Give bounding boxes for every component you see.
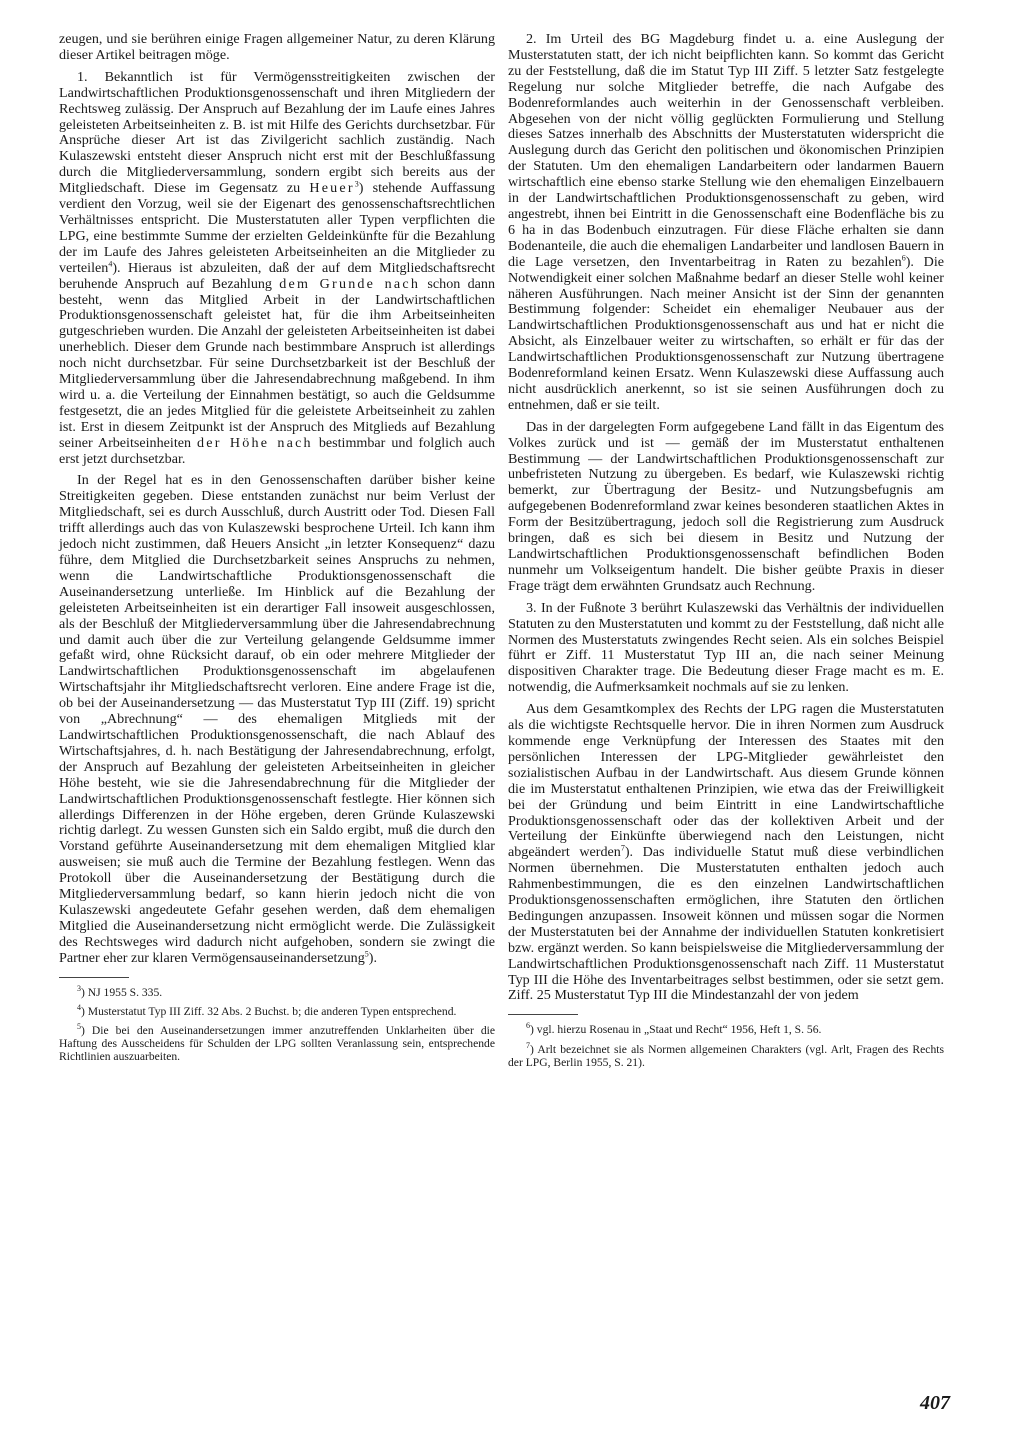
paragraph: In der Regel hat es in den Genossenschaften darüber bisher keine Streitigkeiten gegeben. Diese entstanden zunächst nur beim Verlust der Mitgliedschaft, sei es durch Ausschluß, durch Austritt oder Tod. Diesen Fall trifft allerdings auch das von Kulaszewski besprochene Urteil. Ich kann ihm jedoch nicht zustimmen, daß Heuers Ansicht „in letzter Konsequenz“ dazu führe, dem Mitglied die Durchsetzbarkeit seines Anspruchs zu nehmen, wenn die Landwirtschaftliche Produktionsgenossenschaft die Auseinandersetzung unterließe. Im Hinblick auf die Bezahlung der geleisteten Arbeitseinheiten ist ein derartiger Fall insoweit ausgeschlossen, als der Beschluß der Mitgliederversammlung über die Jahresendabrechnung und damit auch über die zur Verteilung gelangende Geldsumme immer gefaßt wird, ohne Rücksicht darauf, ob ein oder mehrere Mitglieder der Landwirtschaftlichen Produktionsgenossenschaft im abgelaufenen Wirtschaftsjahr ihr Mitgliedschaftsrecht verloren. Eine andere Frage ist die, ob bei der Auseinandersetzung — das Musterstatut Typ III (Ziff. 19) spricht von „Abrechnung“ — des ehemaligen Mitglieds mit der Landwirtschaftlichen Produktionsgenossenschaft, die nach Ablauf des Wirtschaftsjahres, d. h. nach Bestätigung der Jahresendabrechnung, erfolgt, der Anspruch auf Bezahlung der geleisteten Arbeitseinheiten in gleicher Höhe besteht, wie sie die Jahresendabrechnung für die Mitglieder der Landwirtschaftlichen Produktionsgenossenschaft festlegte. Hier können sich allerdings Differenzen in der Höhe ergeben, deren Gründe Kulaszewski richtig darlegt. Zu wessen Gunsten sich ein Saldo ergibt, muß die durch den Vorstand geführte Auseinandersetzung mit dem ehemaligen Mitglied klar ausweisen; sie muß auch die Termine der Bezahlung festlegen. Wenn das Protokoll über die Auseinandersetzung der Bestätigung durch die Mitgliederversammlung bedarf, so kann hierin jedoch nicht die von Kulaszewski angedeutete Gefahr gesehen werden, daß dem ehemaligen Mitglied die Auseinandersetzung nicht ermöglicht werde. Die Zulässigkeit des Rechtsweges wird dadurch nicht aufgehoben, sondern sie zwingt die Partner eher zur klaren Vermögensauseinandersetzung$^5$).: [59, 472, 495, 966]
paragraph: 2. Im Urteil des BG Magdeburg findet u. a. eine Auslegung der Musterstatuten statt, der ich nicht beipflichten kann. So kommt das Gericht zu der Feststellung, daß die im Statut Typ III Ziff. 5 letzter Satz festgelegte Regelung nur solche Mitglieder betreffe, die nach Aufgabe des Bodenreformlandes auch weiterhin in der Genossenschaft verbleiben. Abgesehen von der nicht völlig geglückten Formulierung und Stellung dieses Satzes innerhalb des Abschnitts der Musterstatuten widerspricht die Auslegung durch das Gericht den politischen und ökonomischen Prinzipien der Statuten. Um den ehemaligen Landarbeitern oder landarmen Bauern wirtschaftlich eine ebenso starke Stellung wie den ehemaligen Einzelbauern in der Landwirtschaftlichen Produktionsgenossenschaft zu geben, wird angestrebt, ihnen bei Eintritt in die Genossenschaft eine Bodenfläche bis zu 6 ha in das Bodenbuch einzutragen. Für diese Fläche erhalten sie dann Bodenanteile, die auch die ehemaligen Landarbeiter und landlosen Bauern in die Lage versetzen, den Inventarbeitrag in Raten zu bezahlen$^6$). Die Notwendigkeit einer solchen Maßnahme bedarf an dieser Stelle wohl keiner näheren Ausführungen. Nach meiner Ansicht ist der Sinn der genannten Bestimmung folgender: Scheidet ein ehemaliger Neubauer aus der Landwirtschaftlichen Produktionsgenossenschaft aus und hat er nicht die Absicht, als Einzelbauer weiter zu wirtschaften, so erhält er für das der Landwirtschaftlichen Produktionsgenossenschaft zur Nutzung übertragene Bodenreformland keinen Ersatz. Wenn Kulaszewski diese Auffassung auch nicht ausdrücklich anerkennt, so ist sie seinen Ausführungen doch zu entnehmen, daß er sie teilt.: [508, 31, 944, 413]
footnote: $^6$) vgl. hierzu Rosenau in „Staat und Recht“ 1956, Heft 1, S. 56.: [526, 1021, 822, 1037]
paragraph: Das in der dargelegten Form aufgegebene Land fällt in das Eigentum des Volkes zurück und ist — gemäß der im Musterstatut enthaltenen Bestimmung — der Landwirtschaftlichen Produktionsgenossenschaft zur unbefristeten Nutzung zu übergeben. Es bedarf, wie Kulaszewski richtig bemerkt, zur Übertragung der Besitz- und Nutzungsbefugnis am aufgegebenen Bodenreformland zwar keines besonderen staatlichen Aktes in Form der Besitzübertragung, jedoch soll die Registrierung zum Ausdruck bringen, daß es sich bei diesem in Besitz und Nutzung der Landwirtschaftlichen Produktionsgenossenschaft befindlichen Boden nunmehr um Volkseigentum handelt. Die bisher geübte Praxis in dieser Frage trägt dem erwähnten Grundsatz auch Rechnung.: [508, 418, 944, 594]
right-column: [508, 32, 944, 1069]
paragraph: Aus dem Gesamtkomplex des Rechts der LPG ragen die Musterstatuten als die wichtigste Rechtsquelle hervor. Die in ihren Normen zum Ausdruck kommende enge Verknüpfung der Interessen des Staates mit den persönlichen Interessen der LPG-Mitglieder gewährleistet den sozialistischen Aufbau in der Landwirtschaft. Aus diesem Grunde können die im Musterstatut enthaltenen Prinzipien, wie etwa das der Freiwilligkeit bei der Gründung und beim Eintritt in eine Landwirtschaftliche Produktionsgenossenschaft oder das der kollektiven Arbeit und der Verteilung der Einkünfte überwiegend nach den Leistungen, nicht abgeändert werden$^7$). Das individuelle Statut muß diese verbindlichen Normen übernehmen. Die Musterstatuten enthalten jedoch auch Rahmenbestimmungen, die es den einzelnen Landwirtschaftlichen Produktionsgenossenschaften ermöglichen, ihre Statuten den örtlichen Bedingungen anzupassen. Insoweit können und müssen sogar die Normen der Musterstatuten bei der Annahme der individuellen Statuten konkretisiert bzw. ergänzt werden. So kann beispielsweise die Mitgliederversammlung der Landwirtschaftlichen Produktionsgenossenschaft nach Ziff. 11 Musterstatut Typ III die Höhe des Inventarbeitrages selbst bestimmen, oder sie setzt gem. Ziff. 25 Musterstatut Typ III die Mindestanzahl der von jedem: [508, 701, 944, 1004]
paragraph: 1. Bekanntlich ist für Vermögensstreitigkeiten zwischen der Landwirtschaftlichen Produktionsgenossenschaft und ihren Mitgliedern der Rechtsweg zulässig. Der Anspruch auf Bezahlung der im Laufe eines Jahres geleisteten Arbeitseinheiten z. B. ist mit Hilfe des Gerichts durchsetzbar. Für Ansprüche dieser Art ist das Zivilgericht sachlich zuständig. Nach Kulaszewski entsteht dieser Anspruch nicht erst mit der Beschlußfassung durch die Mitgliederversammlung, sondern ergibt sich bereits aus der Mitgliedschaft. Diese im Gegensatz zu Heuer$^3$) stehende Auffassung verdient den Vorzug, weil sie der Eigenart des genossenschaftsrechtlichen Verhältnisses entspricht. Die Musterstatuten aller Typen verpflichten die LPG, eine bestimmte Summe der erzielten Geldeinkünfte für die Bezahlung der im Laufe des Jahres geleisteten Arbeitseinheiten an die Mitglieder zu verteilen$^4$). Hieraus ist abzuleiten, daß der auf dem Mitgliedschaftsrecht beruhende Anspruch auf Bezahlung dem Grunde nach schon dann besteht, wenn das Mitglied Arbeit in der Landwirtschaftlichen Produktionsgenossenschaft geleistet hat, für die ihm Arbeitseinheiten gutgeschrieben wurden. Die Anzahl der geleisteten Arbeitseinheiten ist dabei unerheblich. Dieser dem Grunde nach bestimmbare Anspruch ist allerdings noch nicht durchsetzbar. Für seine Durchsetzbarkeit ist der Beschluß der Mitgliederversammlung über die Jahresendabrechnung maßgebend. In ihm wird u. a. die Verteilung der Einnahmen bestätigt, so auch die Geldsumme festgesetzt, die an jedes Mitglied für die geleistete Arbeitseinheit zu zahlen ist. Erst in diesem Zeitpunkt ist der Anspruch des Mitglieds auf Bezahlung seiner Arbeitseinheiten der Höhe nach bestimmbar und folglich auch erst jetzt durchsetzbar.: [59, 68, 496, 467]
footnote: $^3$) NJ 1955 S. 335.: [77, 983, 163, 999]
footnote: $^7$) Arlt bezeichnet sie als Normen allgemeinen Charakters (vgl. Arlt, Fragen des Rechts der LPG, Berlin 1955, S. 21).: [508, 1040, 944, 1069]
footnote: $^5$) Die bei den Auseinandersetzungen immer anzutreffenden Unklarheiten über die Haftung des Ausscheidens für Schulden der LPG sollten Veranlassung sein, entsprechende Richtlinien auszuarbeiten.: [59, 1022, 496, 1064]
left-column: [59, 32, 495, 1064]
page-number: 407: [920, 1392, 950, 1414]
paragraph: zeugen, und sie berühren einige Fragen allgemeiner Natur, zu deren Klärung dieser Artikel beitragen möge.: [59, 31, 495, 63]
footnote: $^4$) Musterstatut Typ III Ziff. 32 Abs. 2 Buchst. b; die anderen Typen entsprechend.: [77, 1002, 457, 1018]
footnote-divider: [59, 977, 129, 978]
footnote-divider: [508, 1014, 578, 1015]
paragraph: 3. In der Fußnote 3 berührt Kulaszewski das Verhältnis der individuellen Statuten zu den Musterstatuten und kommt zu der Feststellung, daß nicht alle Normen des Musterstatuts zwingendes Recht seien. Als ein solches Beispiel führt er Ziff. 11 Musterstatut Typ III an, die nach seiner Meinung dispositiven Charakter trage. Die Bedeutung dieser Frage macht es m. E. notwendig, die Aufmerksamkeit nochmals auf sie zu lenken.: [508, 599, 944, 696]
